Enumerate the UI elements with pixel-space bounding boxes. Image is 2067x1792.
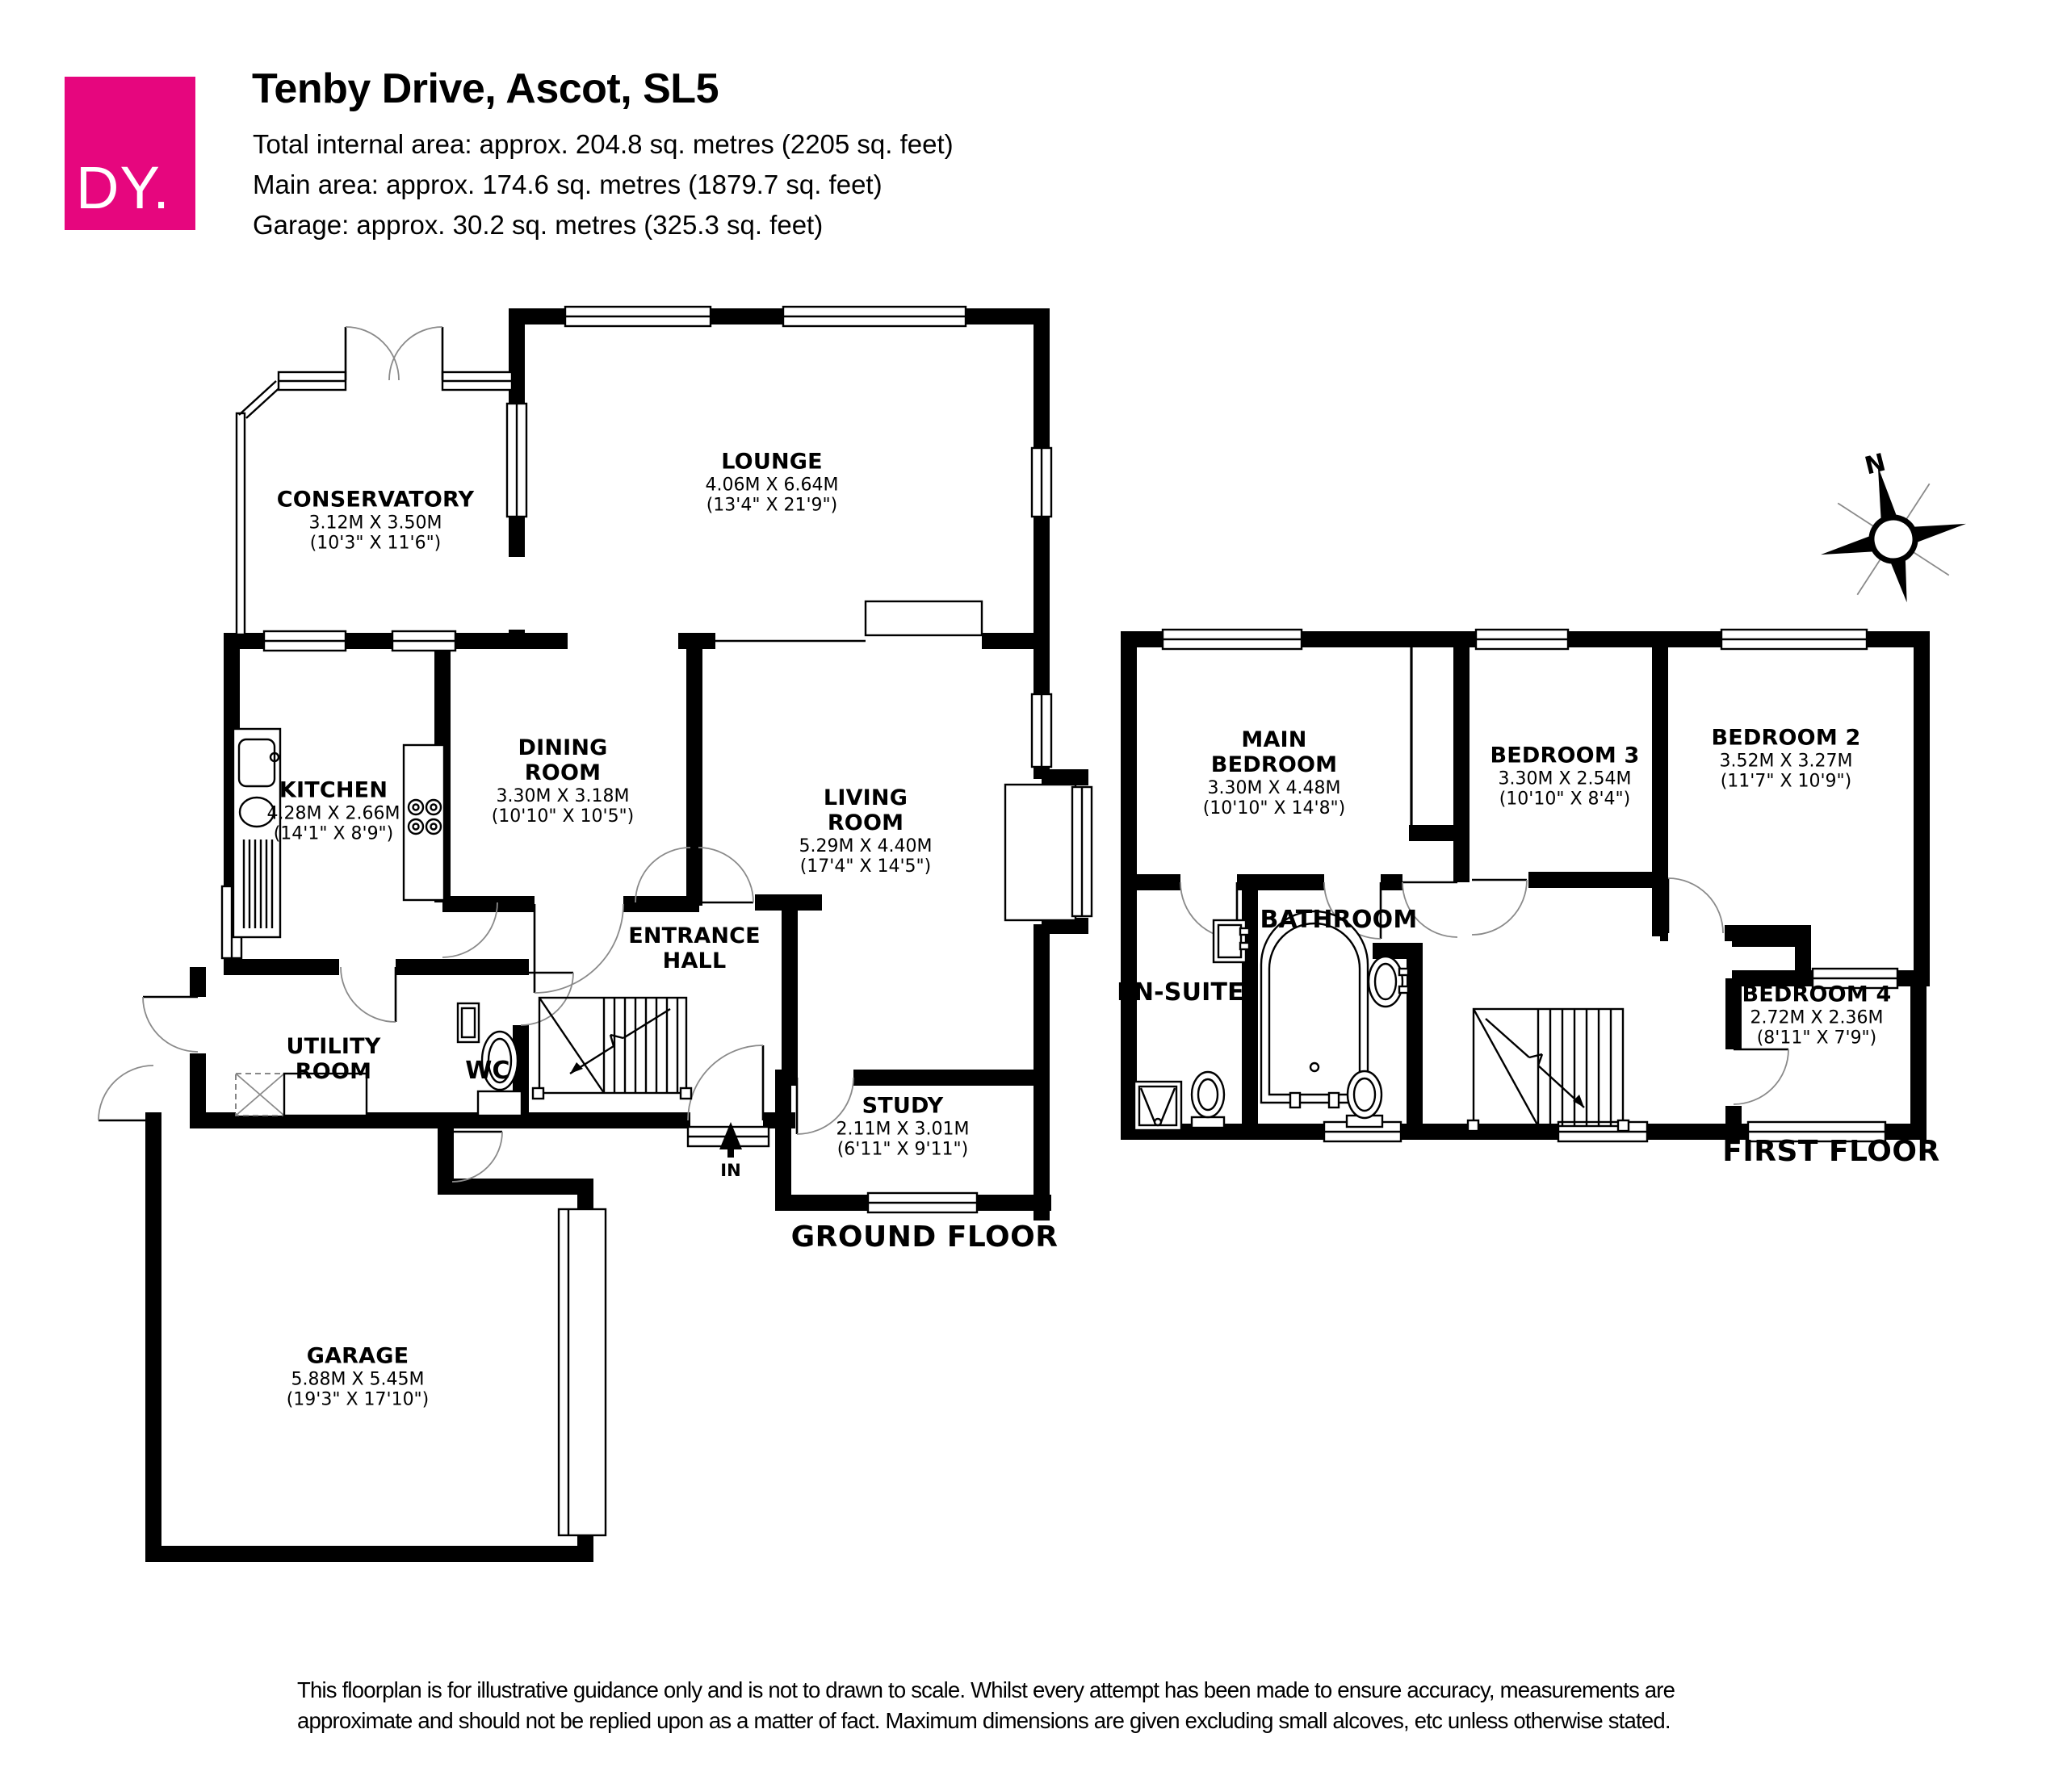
logo-text: DY. — [76, 154, 170, 221]
disclaimer-line-2: approximate and should not be replied upon as a matter of fact. Maximum dimensions are given excluding small alcoves, etc unless otherwise stated. — [297, 1708, 1671, 1733]
bathroom-sink — [1369, 957, 1408, 1007]
first-stairs — [1468, 1009, 1629, 1131]
room-label-dining-room: DINING ROOM 3.30M X 3.18M (10'10" X 10'5") — [491, 735, 635, 827]
ground-floor-title: GROUND FLOOR — [790, 1220, 1059, 1254]
logo — [65, 77, 195, 230]
room-label-entrance-hall: ENTRANCE HALL — [628, 923, 761, 973]
room-label-main-bedroom: MAIN BEDROOM 3.30M X 4.48M (10'10" X 14'8") — [1202, 727, 1346, 819]
total-area-line: Total internal area: approx. 204.8 sq. metres (2205 sq. feet) — [253, 129, 954, 159]
disclaimer-line-1: This floorplan is for illustrative guidance only and is not to drawn to scale. Whilst every attempt has been made to ensure accuracy, measurements are — [297, 1677, 1675, 1702]
page-title: Tenby Drive, Ascot, SL5 — [252, 65, 719, 112]
ensuite-toilet — [1192, 1072, 1224, 1128]
ground-stairs — [533, 998, 691, 1099]
room-label-bedroom-3: BEDROOM 3 3.30M X 2.54M (10'10" X 8'4") — [1490, 743, 1640, 810]
room-label-bathroom: BATHROOM — [1260, 905, 1418, 934]
bathroom-toilet — [1347, 1071, 1382, 1127]
fireplace — [866, 601, 982, 635]
first-floor-title: FIRST FLOOR — [1722, 1135, 1940, 1168]
room-label-conservatory: CONSERVATORY 3.12M X 3.50M (10'3" X 11'6") — [276, 487, 475, 554]
ensuite-sink — [1214, 920, 1249, 962]
main-area-line: Main area: approx. 174.6 sq. metres (1879.7 sq. feet) — [253, 170, 883, 199]
hob — [404, 745, 444, 900]
compass-north-label: N — [1862, 448, 1889, 481]
room-label-study: STUDY 2.11M X 3.01M (6'11" X 9'11") — [836, 1093, 970, 1160]
room-label-en-suite: EN-SUITE — [1117, 978, 1244, 1007]
room-label-living-room: LIVING ROOM 5.29M X 4.40M (17'4" X 14'5") — [799, 785, 933, 877]
garage-door — [559, 1209, 606, 1535]
room-label-lounge: LOUNGE 4.06M X 6.64M (13'4" X 21'9") — [705, 449, 839, 516]
room-label-utility-room: UTILITY ROOM — [286, 1034, 381, 1084]
entrance-in-label: IN — [720, 1161, 741, 1180]
room-label-kitchen: KITCHEN 4.28M X 2.66M (14'1" X 8'9") — [266, 777, 400, 844]
room-label-garage: GARAGE 5.88M X 5.45M (19'3" X 17'10") — [286, 1343, 430, 1410]
room-label-bedroom-2: BEDROOM 2 3.52M X 3.27M (11'7" X 10'9") — [1711, 725, 1861, 792]
room-label-wc: WC — [465, 1056, 510, 1085]
shower — [1134, 1082, 1181, 1130]
compass-icon — [1805, 451, 1980, 618]
garage-area-line: Garage: approx. 30.2 sq. metres (325.3 sq. feet) — [253, 210, 824, 240]
room-label-bedroom-4: BEDROOM 4 2.72M X 2.36M (8'11" X 7'9") — [1742, 982, 1892, 1049]
